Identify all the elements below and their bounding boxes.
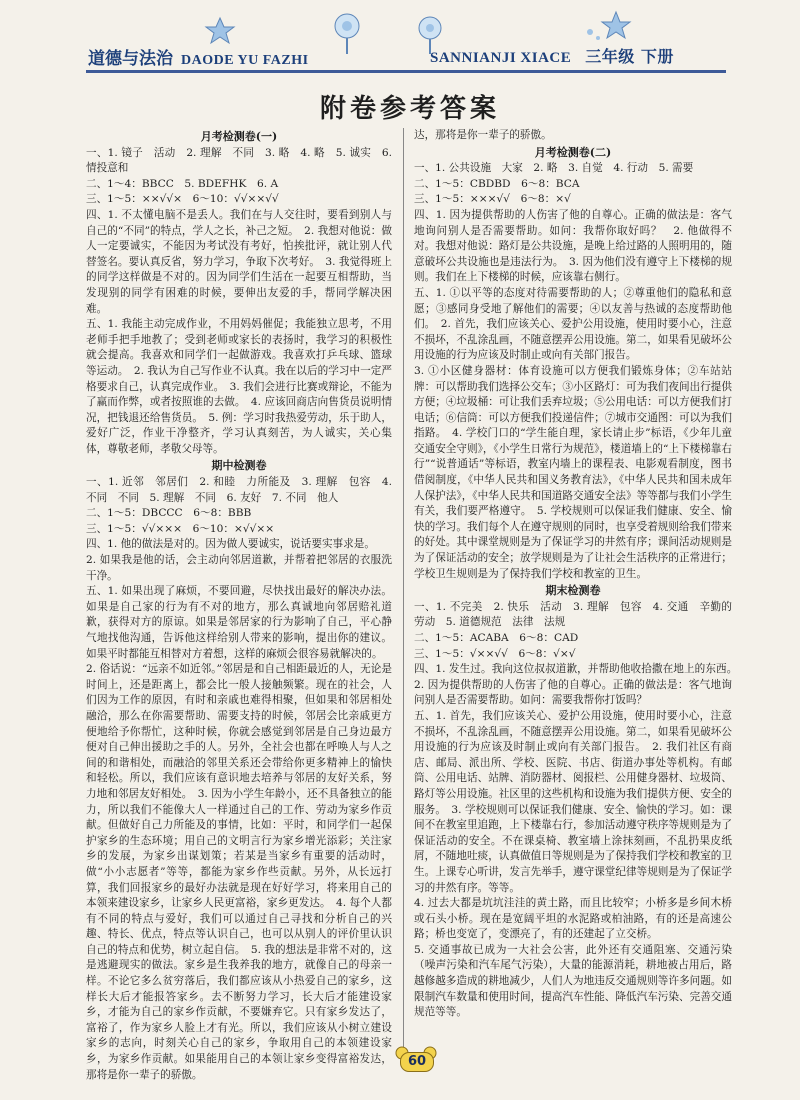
answer-paragraph: 2. 如果我是他的话，会主动向邻居道歉，并帮着把邻居的衣服洗干净。 (86, 554, 392, 582)
subject-cn: 道德与法治 (88, 49, 173, 69)
answer-paragraph: 四、1. 不太懂电脑不是丢人。我们在与人交往时，要看到别人与自己的“不同”的特点，学人之长，补己之短。 2. 我想对他说：做人一定要诚实，不能因为考试没有考好，怕挨批评，就让别人代替签名。要认真反省，努力学习，争取下次考好。 3. 我觉得班上的同学这样做是不对的。因为同学们生活在一起要互相帮助，当发现别的同学有困难的时候，要伸出友爱的手，帮同学解决困难。 (86, 208, 392, 315)
star-decoration-icon (200, 16, 240, 46)
answer-paragraph: 五、1. 如果出现了麻烦，不要回避，尽快找出最好的解决办法。如果是自己家的行为有不对的地方，那么真诚地向邻居赔礼道歉，获得对方的原谅。如果是邻居家的行为影响了自己，平心静气地找他沟通，告诉他这样给别人带来的影响，提出你的建议。如果平时都能互相替对方着想，这样的麻烦会很容易就解决的。 (86, 585, 392, 660)
answer-paragraph: 三、1～5：√√××× 6～10：×√√×× (86, 522, 275, 535)
answer-paragraph: 三、1～5：×××√√ 6～8：×√ (414, 193, 571, 206)
answer-paragraph: 4. 过去大都是坑坑洼洼的黄土路，而且比较窄；小桥多是乡间木桥或石头小桥。现在是宽阔平坦的水泥路或柏油路，有的还是高速公路；桥也变宽了，变漂亮了，有的还建起了立交桥。 (414, 897, 732, 941)
section-heading: 月考检测卷(二) (534, 145, 612, 159)
answer-paragraph: 一、1. 镜子 活动 2. 理解 不同 3. 略 4. 略 5. 诚实 6. 情投意和 (86, 146, 392, 175)
header-subject (88, 44, 309, 69)
header-rule (86, 70, 726, 73)
answer-paragraph: 达，那将是你一辈子的骄傲。 (414, 129, 552, 141)
answer-paragraph: 三、1～5：××√√× 6～10：√√××√√ (86, 193, 279, 206)
page-title: 附卷参考答案 (319, 94, 500, 124)
page-number-badge (392, 1046, 440, 1076)
subject-pinyin: DAODE YU FAZHI (181, 53, 309, 68)
answer-paragraph: 四、1. 因为提供帮助的人伤害了他的自尊心。正确的做法是：客气地询问别人是否需要帮助。如问：我帮你取好吗？ 2. 他做得不对。我想对他说：路灯是公共设施，是晚上给过路的人照明用的，随意破坏公共设施也是违法行为。 3. 因为他们没有遵守上下楼梯的规则。我们在上下楼梯的时候，应该靠右侧行。 (414, 208, 732, 284)
answer-paragraph: 五、1. 我能主动完成作业，不用妈妈催促；我能独立思考，不用老师手把手地教了；受到老师或家长的表扬时，我学习的积极性就会提高。我喜欢和同学们一起做游戏。我喜欢打乒乓球、篮球等运动。 2. 我认为自己写作业不认真。我在以后的学习中一定严格要求自己，认真完成作业。 3. 我们会进行比赛或辩论，不能为了赢而作弊，或者按照谁的去做。 4. 应该回商店向售货员说明情况，把钱退还给售货员。 5. 例：学习时我热爱劳动，乐于助人，爱好广泛，作业干净整齐，学习认真刻苦，为人诚实，关心集体，尊敬老师，孝敬父母等。 (86, 318, 392, 455)
answer-paragraph: 三、1～5：√××√√ 6～8：√×√ (414, 647, 576, 660)
answer-paragraph: 2. 俗话说：“远亲不如近邻。”邻居是和自己相距最近的人，无论是时间上，还是距离上，都会比一般人接触频繁。现在的社会，人们因为工作的原因，有时和亲戚也难得相聚，但如果和邻居相处融洽，那么在你需要帮助、需要支持的时候，邻居会比亲戚更方便地给予你帮忙，这种时候，你就会感觉到邻居是自己身边最方便对自己伸出援助之手的人。另外，全社会也都在呼唤人与人之间的和谐相处，而融洽的邻里关系还会带给你更多精神上的愉快和轻松。所以，我们应该有意识地去培养与邻居的友好关系，努力地和邻居友好相处。 3. 因为小学生年龄小，还不具备独立的能力，所以我们不能像大人一样通过自己的工作、劳动为家乡作贡献。但做好自己力所能及的事情，比如：平时，和同学们一起保护家乡的生态环境；用自己的文明言行为家乡增光添彩；关注家乡的发展，为家乡出谋划策；若某是当家乡有重要的活动时，做“小小志愿者”等等，都能为家乡作些贡献。另外，从长远打算，我们回报家乡的最好办法就是现在好好学习，将来用自己的本领来建设家乡，让家乡人民更富裕，家乡更发达。 4. 每个人都有不同的特点与爱好，我们可以通过自己寻找和分析自己的兴趣、特长、优点，特点等认识自己，也可以从别人的评价里认识自己的特点和优势，树立起自信。 5. 我的想法是非常不对的，这是逃避现实的做法。家乡是生我养我的地方，就像自己的母亲一样。不论它多么贫穷落后，我们都应该从小热爱自己的家乡，这样长大后才能报答家乡。去不断努力学习，长大后才能建设家乡，才能为自己的家乡作贡献，不要嫌弃它。只有家乡发达了，富裕了，作为家乡人脸上才有光。所以，我们应该从小树立建设家乡的志向，时刻关心自己的家乡，争取用自己的本领建设家乡，为家乡作贡献。如果能用自己的本领让家乡变得富裕发达，那将是你一辈子的骄傲。 (86, 663, 392, 1081)
header-grade (430, 44, 674, 67)
answer-paragraph: 四、1. 他的做法是对的。因为做人要诚实，说话要实事求是。 (86, 538, 375, 551)
answer-paragraph: 5. 交通事故已成为一大社会公害，此外还有交通阻塞、交通污染（噪声污染和汽车尾气污染），大量的能源消耗，耕地被占用后，路越修越多造成的耕地减少，人们人为地违反交通规则等许多问题。如限制汽车数量和使用时间，提高汽车性能、降低汽车污染、完善交通规范等等。 (414, 943, 732, 1019)
section-heading: 月考检测卷(一) (200, 130, 278, 143)
answer-paragraph: 一、1. 公共设施 大家 2. 略 3. 自觉 4. 行动 5. 需要 (414, 162, 694, 175)
volume-pinyin: SANNIANJI XIACE (430, 50, 572, 66)
right-column (414, 128, 743, 1021)
grade-cn: 三年级 下册 (585, 47, 674, 66)
page-number: 60 (400, 1052, 434, 1072)
answer-paragraph: 二、1～5：DBCCC 6～8：BBB (86, 507, 252, 520)
answer-paragraph: 五、1. ①以平等的态度对待需要帮助的人；②尊重他们的隐私和意愿；③感同身受地了解他们的需要；④以友善与热诚的态度帮助他们。 2. 首先，我们应该关心、爱护公用设施，使用时要小心，注意不损坏，不乱涂乱画，不随意摆弄公用设施。第二，如果看见破坏公用设施的行为应该及时制止或向有关部门报告。 (414, 286, 732, 362)
star-decoration-icon (580, 10, 640, 46)
left-column (86, 128, 392, 1083)
answer-paragraph: 一、1. 近邻 邻居们 2. 和睦 力所能及 3. 理解 包容 4. 不同 不同 5. 理解 不同 6. 友好 7. 不同 他人 (86, 476, 392, 504)
answer-paragraph: 二、1～5：ACABA 6～8：CAD (414, 632, 579, 644)
section-heading: 期末检测卷 (545, 584, 601, 598)
answer-paragraph: 五、1. 首先，我们应该关心、爱护公用设施，使用时要小心，注意不损坏，不乱涂乱画，不随意摆弄公用设施。第二，如果看见破坏公用设施的行为应该及时制止或向有关部门报告。 2. 我们社区有商店、邮局、派出所、学校、医院、书店、街道办事处等机构。有邮筒、公用电话、站牌、消防器材、阅报栏、公用健身器材、垃圾筒、路灯等公用设施。社区里的这些机构和设施为我们提供方便、安全的服务。 3. 学校规则可以保证我们健康、安全、愉快的学习。如：课间不在教室里追跑，上下楼靠右行，参加活动遵守秩序等规则是为了保证活动的安全。不在课桌椅、教室墙上涂抹刻画，不乱扔果皮纸屑，不随地吐痰，认真做值日等规则是为了保持我们学校和教室的卫生。上课专心听讲，发言先举手，遵守课堂纪律等规则是为了保证学习的井然有序。等等。 (414, 709, 732, 894)
answer-paragraph: 二、1～4：BBCC 5. BDEFHK 6. A (86, 177, 279, 190)
page-header (0, 0, 800, 90)
answer-paragraph: 二、1～5：CBDBD 6～8：BCA (414, 177, 580, 190)
answer-paragraph: 四、1. 发生过。我向这位叔叔道歉，并帮助他收拾撒在地上的东西。 2. 因为提供帮助的人伤害了他的自尊心。正确的做法是：客气地询问别人是否需要帮助。如问：需要我帮你打饭吗？ (414, 663, 743, 707)
answer-paragraph: 一、1. 不完美 2. 快乐 活动 3. 理解 包容 4. 交通 辛勤的劳动 5. 道德规范 法律 法规 (414, 600, 732, 629)
answer-paragraph: 3. ①小区健身器材：体育设施可以方便我们锻炼身体；②车站站牌：可以帮助我们选择公交车；③小区路灯：可为我们夜间出行提供方便；④垃圾桶：可让我们丢弃垃圾；⑤公用电话：可以方便我们打电话；⑥信筒：可以方便我们投递信件；⑦城市交通图：可以为我们指路。 4. 学校门口的“学生能自理，家长请止步”标语，《少年儿童交通安全守则》，《小学生日常行为规范》，楼道墙上的“上下楼梯靠右行”“说普通话”等标语，教室内墙上的课程表、电影观看制度，图书借阅制度，《中华人民共和国义务教育法》，《中华人民共和国未成年人保护法》，《中华人民共和国道路交通安全法》等等都与我们小学生有关，我们要严格遵守。 5. 学校规则可以保证我们健康、安全、愉快的学习。我们每个人在遵守规则的同时，也享受着规则给我们带来的好处。其中课堂规则是为了保证学习的井然有序；课间活动规则是为了保证活动的安全；放学规则是为了让社会生活秩序的正常进行；学校卫生规则是为了保持我们学校和教室的卫生。 (414, 364, 732, 580)
column-divider (403, 128, 404, 1050)
section-heading: 期中检测卷 (211, 459, 267, 473)
